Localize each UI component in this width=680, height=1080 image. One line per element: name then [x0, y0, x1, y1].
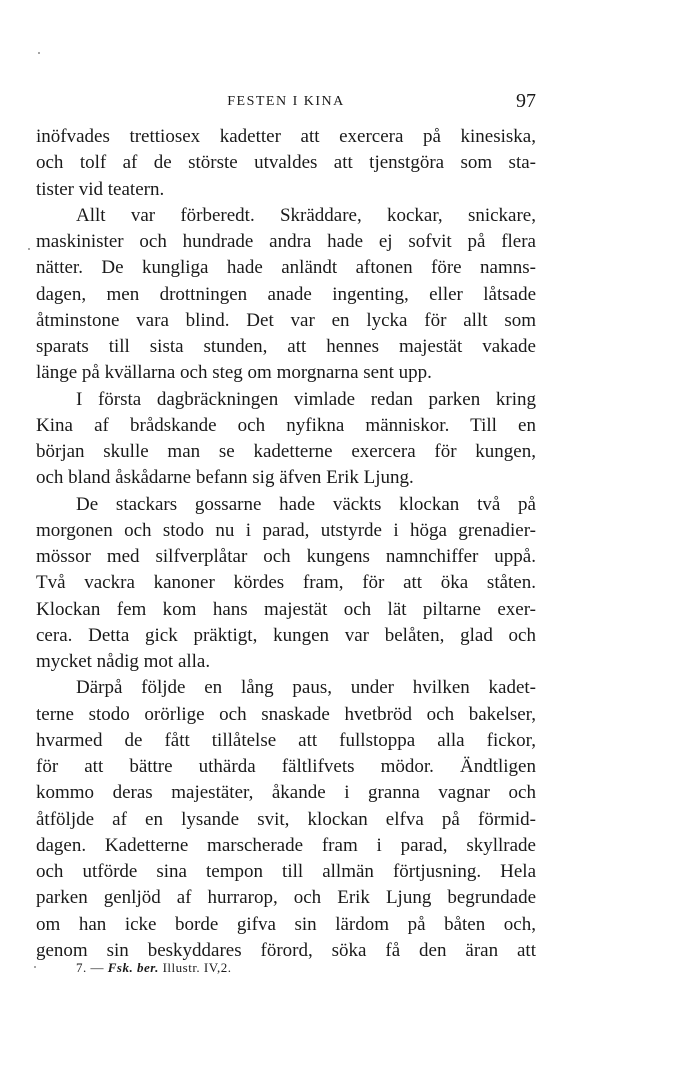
text-line: morgonen och stodo nu i parad, utstyrde i höga grenadier-	[36, 519, 536, 541]
paper-speck	[38, 52, 40, 54]
text-line: dagen. Kadetterne marscherade fram i parad, skyllrade	[36, 834, 536, 856]
text-line: Två vackra kanoner kördes fram, för att öka ståten.	[36, 572, 536, 594]
text-line: inöfvades trettiosex kadetter att exercera på kinesiska,	[36, 126, 536, 147]
text-line: länge på kvällarna och steg om morgnarna sent upp.	[36, 362, 432, 384]
body-text	[36, 124, 536, 964]
paper-speck	[28, 248, 30, 250]
text-line: parken genljöd af hurrarop, och Erik Ljung begrundade	[36, 887, 536, 909]
running-title: FESTEN I KINA	[227, 94, 345, 109]
text-line: om han icke borde gifva sin lärdom på båten och,	[36, 913, 536, 935]
text-line: hvarmed de fått tillåtelse att fullstoppa alla fickor,	[36, 729, 536, 751]
text-line: och utförde sina tempon till allmän förtjusning. Hela	[36, 861, 536, 882]
text-line: dagen, men drottningen anade ingenting, eller låtsade	[36, 283, 536, 305]
text-line: tister vid teatern.	[36, 178, 165, 200]
text-line: Därpå följde en lång paus, under hvilken kadet-	[76, 677, 536, 699]
text-line: maskinister och hundrade andra hade ej sofvit på flera	[36, 231, 536, 252]
text-line: terne stodo orörlige och snaskade hvetbröd och bakelser,	[36, 703, 536, 725]
text-line: och bland åskådarne befann sig äfven Erik Ljung.	[36, 467, 414, 489]
text-line: nätter. De kungliga hade anländt aftonen före namns-	[36, 257, 536, 279]
text-line: Klockan fem kom hans majestät och lät piltarne exer-	[36, 598, 536, 620]
text-line: kommo deras majestäter, åkande i granna vagnar och	[36, 782, 536, 804]
text-line: Kina af brådskande och nyfikna människor. Till en	[36, 414, 536, 436]
text-line: De stackars gossarne hade väckts klockan två på	[76, 493, 536, 515]
signature-volume: Illustr. IV,2.	[162, 960, 232, 975]
text-line: cera. Detta gick präktigt, kungen var belåten, glad och	[36, 624, 536, 646]
printer-signature	[76, 960, 231, 976]
text-line: början skulle man se kadetterne exercera för kungen,	[36, 441, 536, 462]
paper-speck	[34, 966, 36, 968]
text-line: åtföljde af en lysande svit, klockan elfva på förmid-	[36, 808, 536, 830]
text-line: åtminstone vara blind. Det var en lycka för allt som	[36, 309, 536, 331]
text-line: mycket nådig mot alla.	[36, 651, 211, 672]
signature-abbrev: Fsk. ber.	[107, 960, 159, 975]
text-line: för att bättre uthärda fältlifvets mödor. Ändtligen	[36, 756, 536, 777]
text-line: Allt var förberedt. Skräddare, kockar, snickare,	[76, 204, 536, 226]
running-head	[36, 92, 536, 114]
text-line: mössor med silfverplåtar och kungens namnchiffer uppå.	[36, 546, 536, 567]
text-line: och tolf af de störste utvaldes att tjenstgöra som sta-	[36, 152, 536, 174]
signature-number: 7. —	[76, 960, 104, 975]
text-line: I första dagbräckningen vimlade redan parken kring	[76, 388, 536, 410]
text-line: genom sin beskyddares förord, söka få den äran att	[36, 939, 536, 961]
page-number: 97	[516, 90, 536, 112]
text-line: sparats till sista stunden, att hennes majestät vakade	[36, 336, 536, 357]
